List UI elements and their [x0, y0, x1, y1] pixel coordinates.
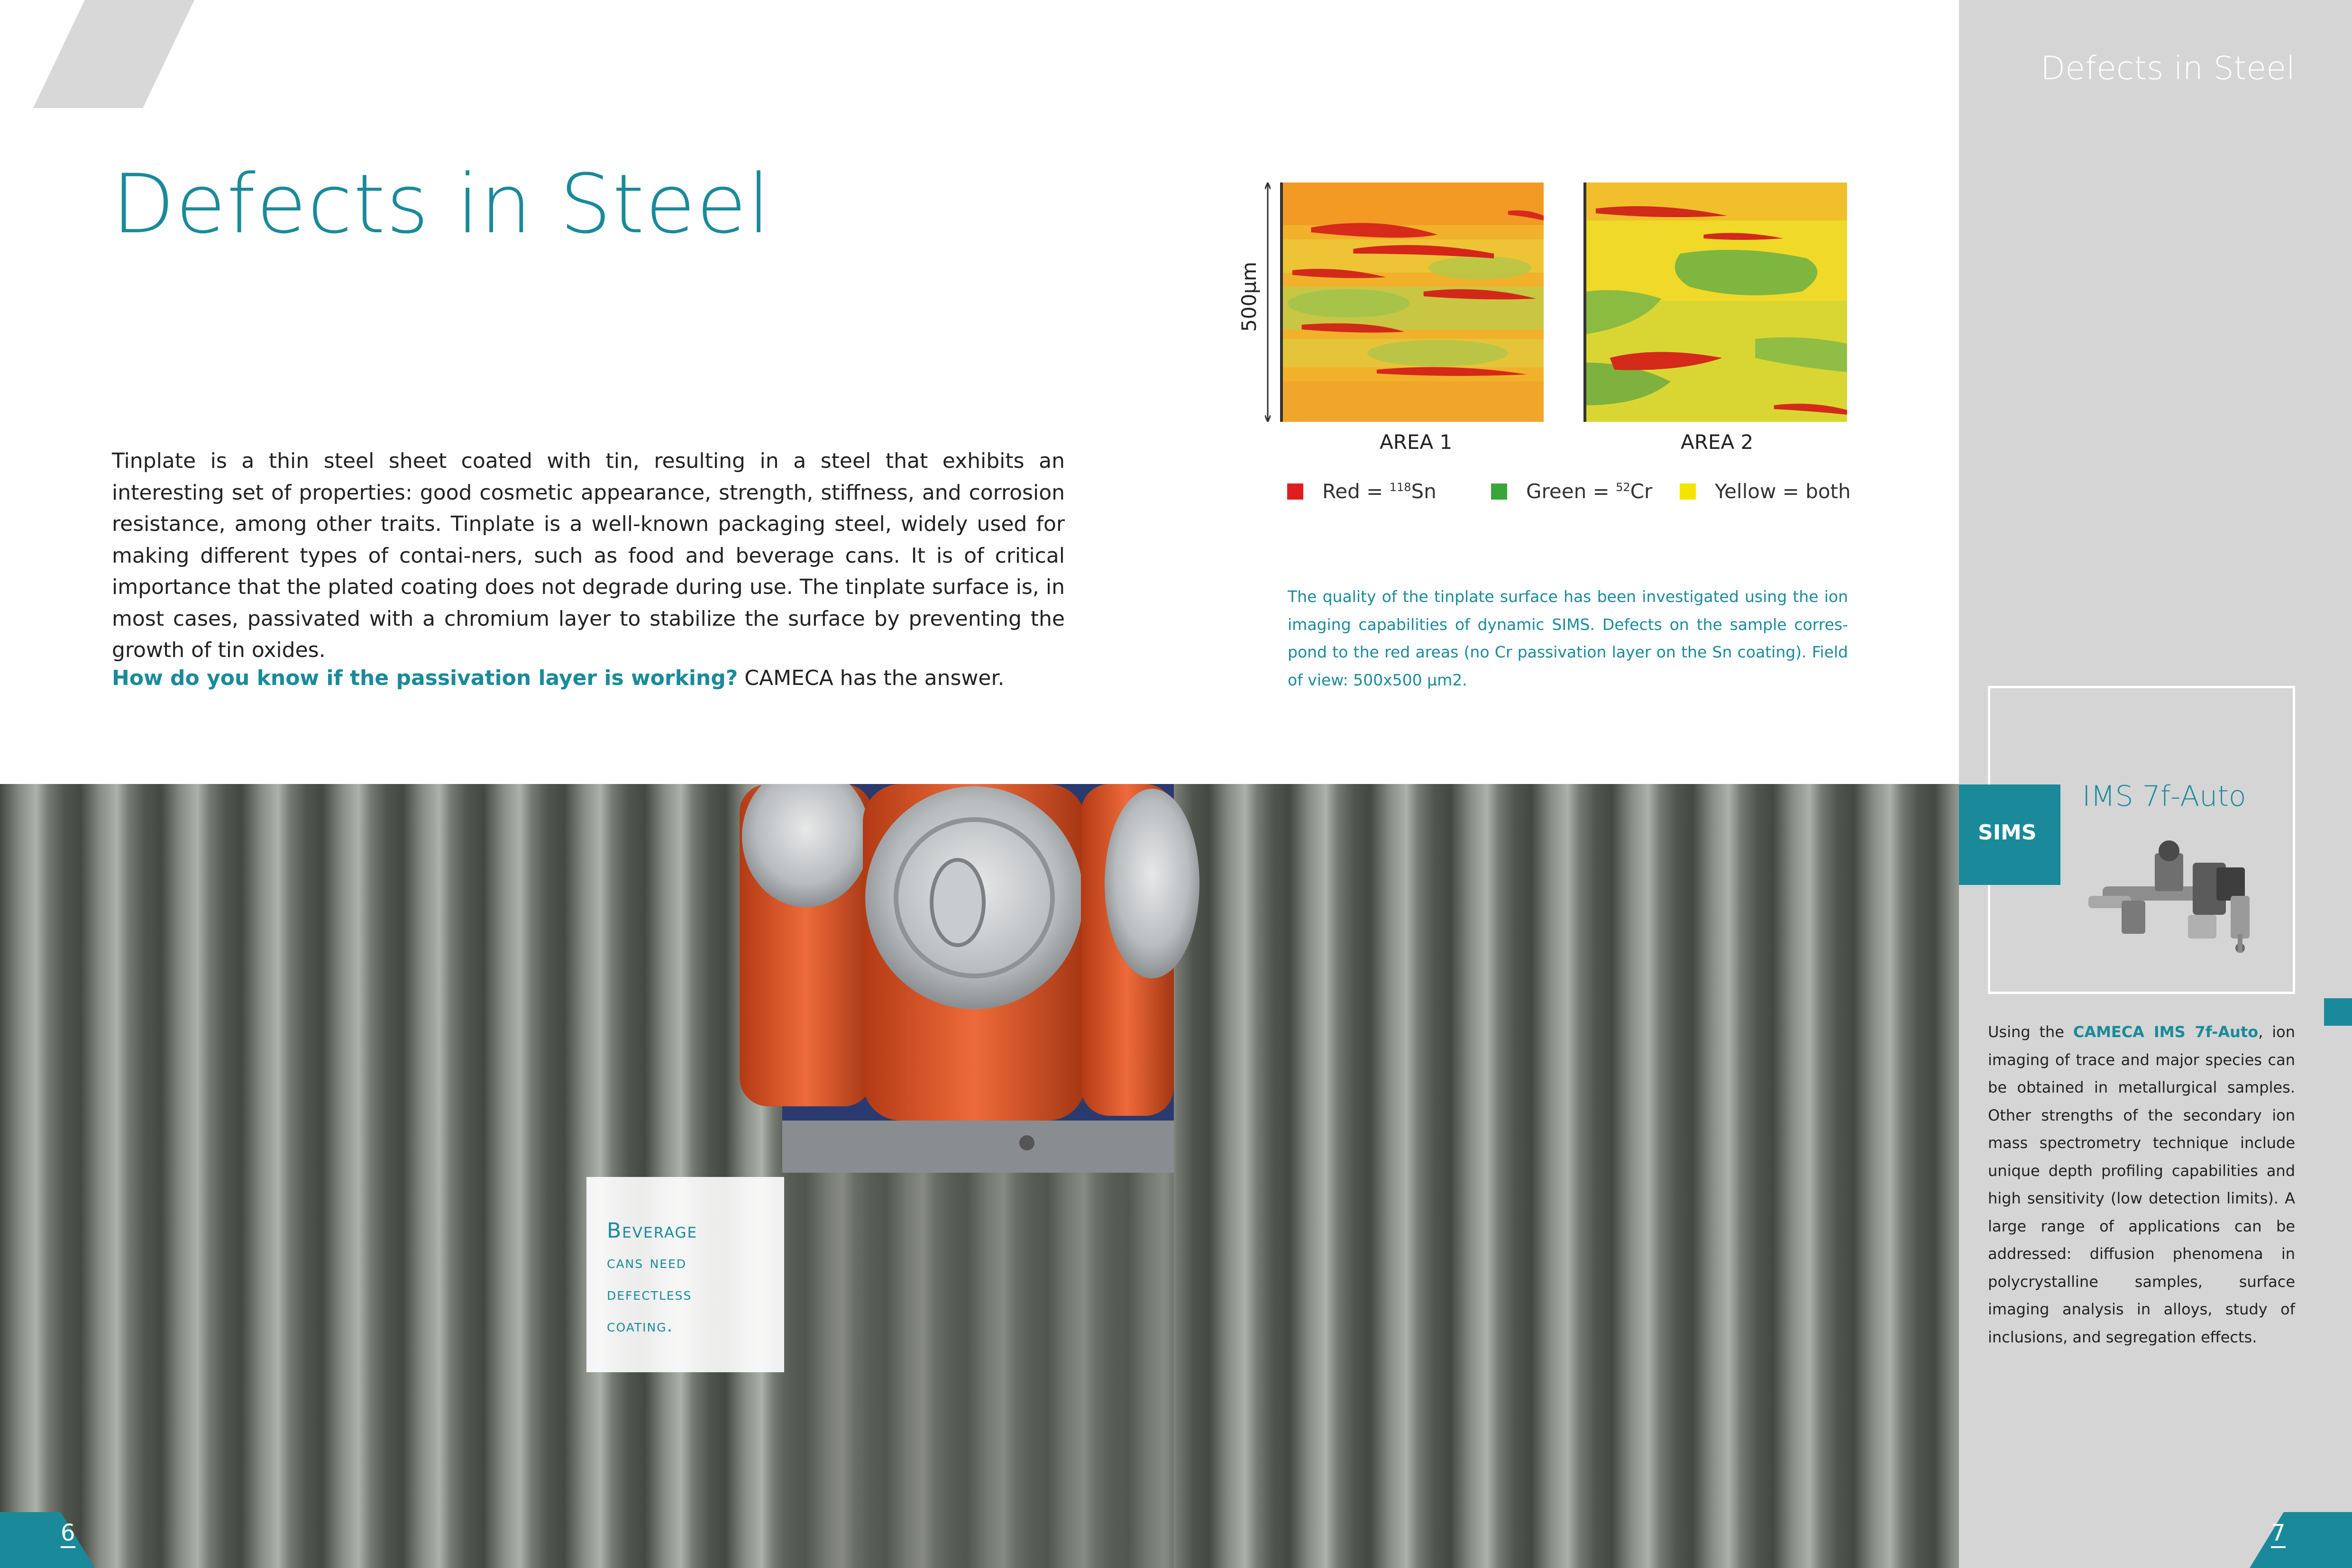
- sims-badge: SIMS: [1959, 784, 2060, 885]
- legend-yellow-label: Yellow = both: [1715, 480, 1851, 503]
- sims-map-area-1: [1280, 182, 1544, 422]
- header-decoration: [33, 0, 194, 108]
- scale-label: 500µm: [1237, 262, 1261, 332]
- answer-text: CAMECA has the answer.: [738, 666, 1005, 690]
- callout-box: [586, 1177, 784, 1372]
- steel-photo: [0, 784, 1959, 1568]
- product-description: Using the CAMECA IMS 7f-Auto, ion imaging of trace and major species can be obtained in metallurgical samples. Other strengths of the secondary ion mass spectrometry technique include unique depth profiling capabilities and high sensitivity (low detection limits). A large range of applications can be addressed: diffusion phenomena in polycrystalline samples, surface imaging analysis in alloys, study of inclusions, and segregation effects.: [1988, 1023, 2296, 1346]
- area-2-label: AREA 2: [1681, 430, 1754, 454]
- green-swatch: [1491, 483, 1507, 500]
- legend-green-label: Green = $^{52}$Cr: [1526, 480, 1653, 503]
- product-highlight: CAMECA IMS 7f-Auto: [2073, 1023, 2259, 1041]
- question-text: How do you know if the passivation layer is working?: [112, 666, 738, 690]
- legend-yellow: [1680, 480, 1851, 503]
- sims-map-area-2: [1583, 182, 1847, 422]
- legend-red: [1287, 480, 1437, 503]
- product-name: IMS 7f-Auto: [2082, 780, 2246, 813]
- page-title: Defects in Steel: [112, 156, 771, 252]
- yellow-swatch: [1680, 483, 1696, 500]
- running-header: Defects in Steel: [2040, 50, 2295, 87]
- callout-line-3: defectless: [607, 1285, 692, 1304]
- red-swatch: [1287, 483, 1303, 500]
- callout-line-2: cans need: [607, 1253, 687, 1272]
- side-tab: [2324, 998, 2352, 1026]
- page-number-right: 7: [2271, 1520, 2286, 1548]
- legend-red-label: Red = $^{118}$Sn: [1322, 480, 1437, 503]
- legend-green: [1491, 480, 1652, 503]
- scale-bar: [1265, 182, 1271, 422]
- instrument-image: [2074, 825, 2273, 967]
- question-line: [112, 666, 1004, 690]
- intro-paragraph: Tinplate is a thin steel sheet coated with tin, resulting in a steel that exhibits an interesting set of properties: good cosmetic appearance, strength, stiffness, and corrosion resistance, among other traits. Tinplate is a well-known packaging steel, widely used for making different types of contai-ners, such as food and beverage cans. It is of critical importance that the plated coating does not degrade during use. The tinplate surface is, in most cases, passivated with a chromium layer to stabilize the surface by preventing the growth of tin oxides.: [112, 449, 1065, 662]
- figure-caption: The quality of the tinplate surface has been investigated using the ion imaging capabilities of dynamic SIMS. Defects on the sample corres-pond to the red areas (no Cr passivation layer on the Sn coating). Field of view: 500x500 µm2.: [1288, 587, 1848, 689]
- page-number-left: 6: [61, 1520, 75, 1548]
- callout-line-4: coating.: [607, 1316, 674, 1336]
- area-1-label: AREA 1: [1380, 430, 1453, 454]
- callout-line-1: Beverage: [607, 1219, 698, 1243]
- map-legend: [1287, 480, 1851, 508]
